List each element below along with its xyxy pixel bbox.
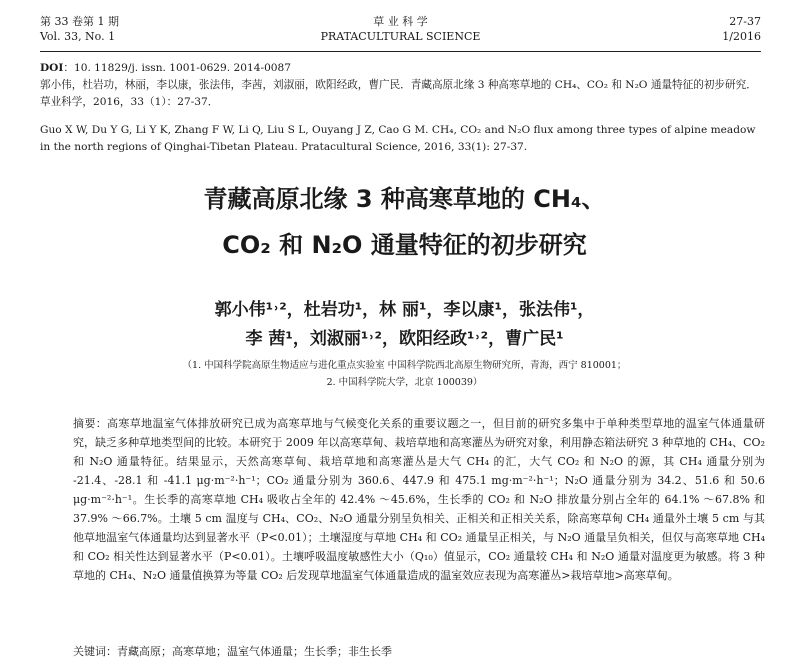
authors-line1: 郭小伟¹˒²，杜岩功¹，林 丽¹，李以康¹，张法伟¹， — [214, 300, 595, 320]
citation-chinese: 郭小伟，杜岩功，林丽，李以康，张法伟，李茜，刘淑丽，欧阳经政，曹广民．青藏高原北缘 3 种高寒草地的 CH₄、CO₂ 和 N₂O 通量特征的初步研究．草业科学，2016，33（1）：27-37． — [40, 79, 757, 108]
paper-title-line2: CO₂ 和 N₂O 通量特征的初步研究 — [222, 231, 587, 259]
affiliation-line2: 2. 中国科学院大学，北京 100039） — [326, 377, 483, 388]
doi-line — [40, 60, 765, 77]
page-info — [722, 14, 761, 44]
journal-name-cn: 草 业 科 学 — [373, 15, 428, 28]
journal-name — [40, 14, 761, 44]
doi-label: DOI — [40, 62, 64, 74]
journal-name-en: PRATACULTURAL SCIENCE — [320, 30, 481, 43]
header-rule — [40, 51, 761, 52]
affiliation-line1: （1. 中国科学院高原生物适应与进化重点实验室 中国科学院西北高原生物研究所，青海，西宁 810001； — [182, 360, 627, 371]
doi-value[interactable]: ：10. 11829/j. issn. 1001-0629. 2014-0087 — [63, 62, 292, 74]
page-range: 27-37 — [729, 15, 761, 28]
authors-line2: 李 茜¹，刘淑丽¹˒²，欧阳经政¹˒²，曹广民¹ — [245, 329, 564, 349]
citation-english: Guo X W, Du Y G, Li Y K, Zhang F W, Li Q, Liu S L, Ouyang J Z, Cao G M. CH₄, CO₂ and N₂O flux among three types of alpine meadow in the north regions of Qinghai-Tibetan Plateau. Pratacultural Science, 2016, 33(1): 27-37. — [40, 124, 756, 153]
abstract: 摘要：高寒草地温室气体排放研究已成为高寒草地与气候变化关系的重要议题之一，但目前的研究多集中于单种类型草地的温室气体通量研究，缺乏多种草地类型间的比较。本研究于 2009 年以高寒草甸、栽培草地和高寒灌丛为研究对象，利用静态箱法研究 3 种草地的 CH₄、CO₂ 和 N₂O 通量特征。结果显示，天然高寒草甸、栽培草地和高寒灌丛是大气 CH₄ 的汇，大气 CO₂ 和 N₂O 的源，其 CH₄ 通量分别为 -21.4、-28.1 和 -41.1 μg·m⁻²·h⁻¹；CO₂ 通量分别为 360.6、447.9 和 475.1 mg·m⁻²·h⁻¹；N₂O 通量分别为 34.2、51.6 和 50.6 μg·m⁻²·h⁻¹。生长季的高寒草地 CH₄ 吸收占全年的 42.4% ～45.6%，生长季的 CO₂ 和 N₂O 排放量分别占全年的 64.1% ～67.8% 和 37.9% ～66.7%。土壤 5 cm 温度与 CH₄、CO₂、N₂O 通量分别呈负相关、正相关和正相关关系，除高寒草甸 CH₄ 通量外土壤 5 cm 与其他草地温室气体通量均达到显著水平（P<0.01）；土壤湿度与草地 CH₄ 和 CO₂ 通量呈正相关，与 N₂O 通量呈负相关，但仅与高寒草地 CH₄ 和 CO₂ 相关性达到显著水平（P<0.01）。土壤呼吸温度敏感性大小（Q₁₀）值显示，CO₂ 通量较 CH₄ 和 N₂O 通量对温度更为敏感。将 3 种草地的 CH₄、N₂O 通量值换算为等量 CO₂ 后发现草地温室气体通量造成的温室效应表现为高寒灌丛>栽培草地>高寒草甸。 — [73, 417, 765, 582]
keywords: 关键词：青藏高原；高寒草地；温室气体通量；生长季；非生长季 — [73, 645, 392, 658]
volume-cn: 第 33 卷第 1 期 — [40, 15, 119, 28]
paper-title-line1: 青藏高原北缘 3 种高寒草地的 CH₄、 — [203, 185, 606, 213]
volume-en: Vol. 33, No. 1 — [40, 30, 116, 43]
journal-header — [40, 14, 761, 54]
issue-date: 1/2016 — [722, 30, 761, 43]
